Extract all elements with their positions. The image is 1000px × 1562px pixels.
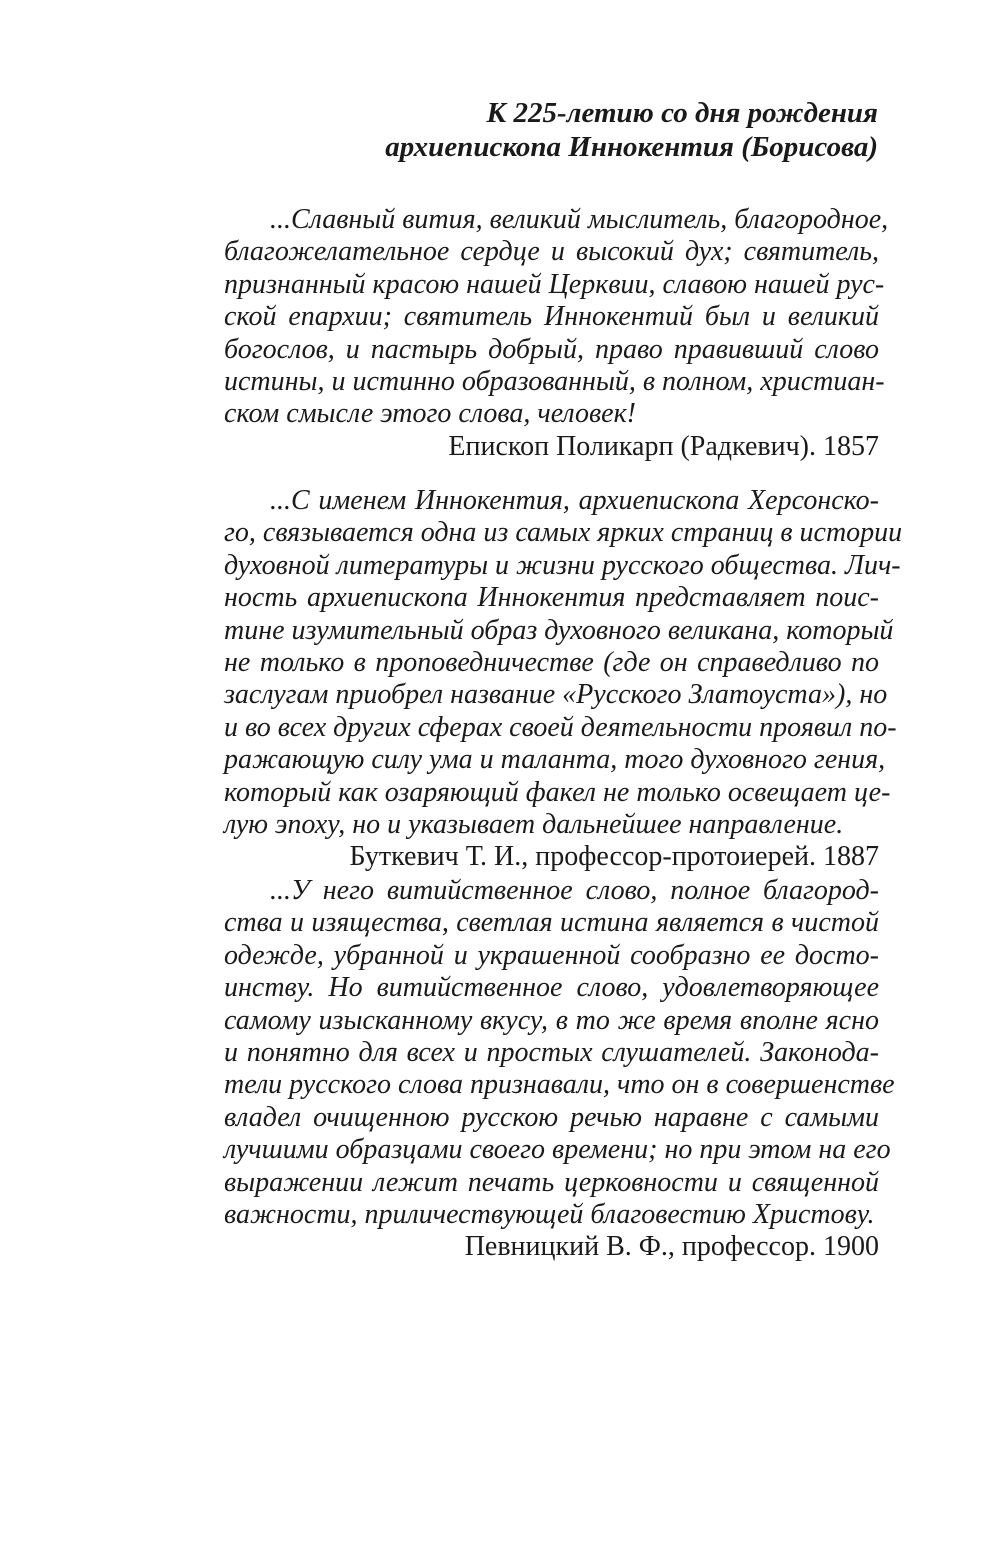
page-heading <box>385 96 878 164</box>
quote-line: благожелательное сердце и высокий дух; святитель, <box>224 236 879 268</box>
quote-line: ...С именем Иннокентия, архиепископа Херсонско- <box>270 485 879 516</box>
quote-line: и во всех других сферах своей деятельности проявил по- <box>224 711 897 743</box>
quote-line: выражении лежит печать церковности и священной <box>224 1166 879 1198</box>
quote-line: лучшими образцами своего времени; но при этом на его <box>224 1134 891 1166</box>
heading-line-2: архиепископа Иннокентия (Борисова) <box>385 131 878 163</box>
quote-line: заслугам приобрел название «Русского Златоуста»), но <box>224 679 888 711</box>
quote-line: одежде, убранной и украшенной сообразно ее досто- <box>224 939 879 971</box>
heading-line-1: К 225-летию со дня рождения <box>486 97 878 129</box>
quote-line: лую эпоху, но и указывает дальнейшее направление. <box>224 809 844 841</box>
quote-line: тели русского слова признавали, что он в совершенстве <box>224 1069 895 1101</box>
quote-line: истины, и истинно образованный, в полном, христиан- <box>224 366 885 398</box>
quote-line: ...У него витийственное слово, полное благород- <box>270 875 879 906</box>
quote-line: богослов, и пастырь добрый, право правивший слово <box>224 333 879 365</box>
quote-line: ской епархии; святитель Иннокентий был и великий <box>224 301 879 333</box>
quote-line: самому изысканному вкусу, в то же время вполне ясно <box>224 1004 879 1036</box>
quote-line: инству. Но витийственное слово, удовлетворяющее <box>224 972 879 1004</box>
quote-line: ства и изящества, светлая истина является в чистой <box>224 907 879 939</box>
quote-line: и понятно для всех и простых слушателей. Законода- <box>224 1037 879 1069</box>
quote-line: го, связывается одна из самых ярких страниц в истории <box>224 517 903 549</box>
quote-line: ность архиепископа Иннокентия представляет поис- <box>224 582 879 614</box>
quote-line: признанный красою нашей Церквии, славою нашей рус- <box>224 268 885 300</box>
quote-line: духовной литературы и жизни русского общества. Лич- <box>224 549 901 581</box>
quote-line: который как озаряющий факел не только освещает це- <box>224 776 891 808</box>
quote-attribution: Буткевич Т. И., профессор-протоиерей. 1887 <box>349 841 879 873</box>
quote-attribution: Певницкий В. Ф., профессор. 1900 <box>464 1231 879 1263</box>
quote-3 <box>224 875 895 1264</box>
quote-line: важности, приличествующей благовестию Христову. <box>224 1199 875 1231</box>
quote-line: тине изумительный образ духовного великана, который <box>224 614 894 646</box>
quote-2 <box>224 485 903 874</box>
quote-line: владел очищенною русскою речью наравне с самыми <box>224 1101 879 1133</box>
quote-attribution: Епископ Поликарп (Радкевич). 1857 <box>448 430 879 462</box>
quote-1 <box>224 204 889 463</box>
quote-line: ражающую силу ума и таланта, того духовного гения, <box>224 744 886 776</box>
quote-line: ском смысле этого слова, человек! <box>224 398 636 430</box>
quote-line: не только в проповедничестве (где он справедливо по <box>224 647 879 679</box>
quote-line: ...Славный вития, великий мыслитель, благородное, <box>270 204 889 235</box>
